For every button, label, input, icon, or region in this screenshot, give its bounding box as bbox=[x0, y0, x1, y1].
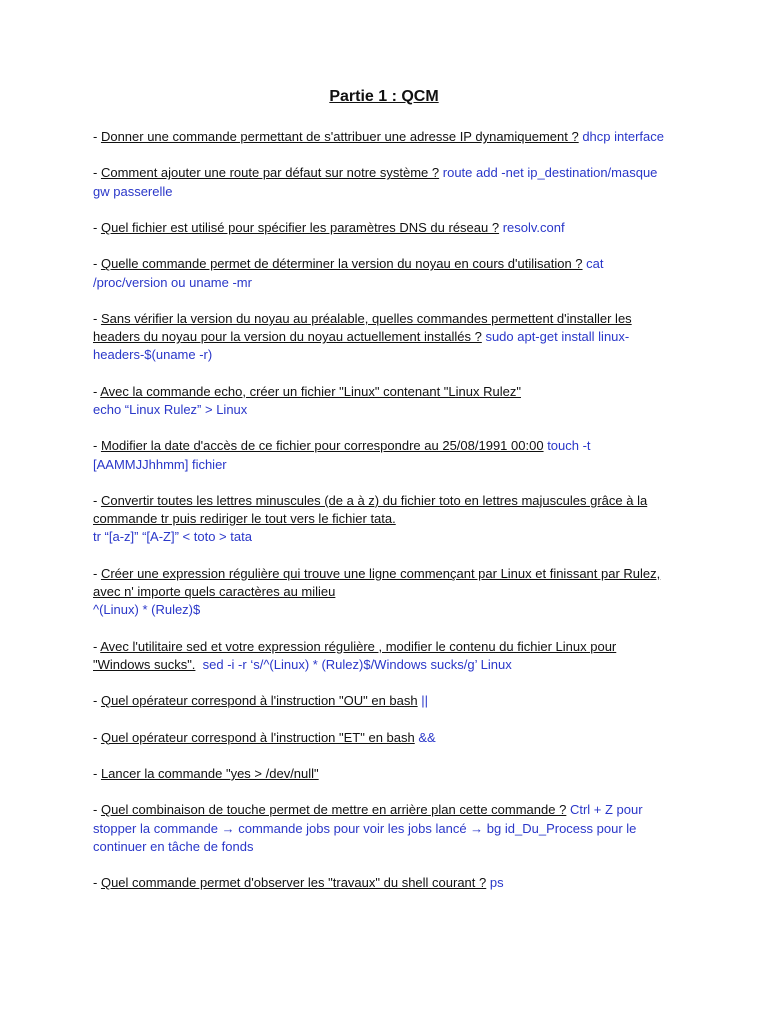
answer-text: touch -t [AAMMJJhhmm] fichier bbox=[93, 438, 591, 472]
question-text: Donner une commande permettant de s'attribuer une adresse IP dynamiquement ? bbox=[100, 129, 579, 144]
question-text: Créer une expression régulière qui trouve une ligne commençant par Linux et finissant par Rulez, avec n' importe quels caractères au milieu bbox=[93, 565, 661, 599]
question-item: - Quel opérateur correspond à l'instruction "OU" en bash || bbox=[93, 693, 429, 709]
answer-text: sed -i -r ‘s/^(Linux) * (Rulez)$/Windows sucks/g’ Linux bbox=[202, 656, 512, 672]
question-text: Quel combinaison de touche permet de mettre en arrière plan cette commande ? bbox=[100, 802, 567, 818]
question-text: Quel opérateur correspond à l'instruction "OU" en bash bbox=[100, 693, 418, 709]
question-item: - Quel opérateur correspond à l'instruction "ET" en bash && bbox=[93, 729, 436, 745]
answer-text: ps bbox=[489, 875, 504, 891]
answer-text: sudo apt-get install linux-headers-$(uname -r) bbox=[93, 329, 630, 363]
answer-text: tr “[a-z]” “[A-Z]” < toto > tata bbox=[93, 529, 252, 545]
question-text: Comment ajouter une route par défaut sur notre système ? bbox=[100, 165, 440, 181]
question-item: - Sans vérifier la version du noyau au préalable, quelles commandes permettent d'installer les headers du noyau pour la version du noyau actuellement installés ? sudo apt-get install linux-headers-$(uname -r) bbox=[93, 310, 632, 363]
answer-text: || bbox=[421, 693, 429, 709]
answer-text: ^(Linux) * (Rulez)$ bbox=[93, 602, 201, 618]
answer-text: cat /proc/version ou uname -mr bbox=[93, 256, 604, 290]
question-item: - Modifier la date d'accès de ce fichier pour correspondre au 25/08/1991 00:00 touch -t [AAMMJJhhmm] fichier bbox=[93, 438, 591, 472]
question-text: Avec l'utilitaire sed et votre expression régulière , modifier le contenu du fichier Linux pour "Windows sucks". bbox=[93, 638, 617, 672]
question-item: - Convertir toutes les lettres minuscules (de a à z) du fichier toto en lettres majuscules grâce à la commande tr puis rediriger le tout vers le fichier tata. tr “[a-z]” “[A-Z]” < toto > tata bbox=[93, 492, 648, 545]
question-text: Sans vérifier la version du noyau au préalable, quelles commandes permettent d'installer les headers du noyau pour la version du noyau actuellement installés ? bbox=[93, 310, 632, 345]
answer-text: resolv.conf bbox=[502, 219, 565, 235]
answer-text: dhcp interface bbox=[582, 129, 664, 144]
question-item: - Quel fichier est utilisé pour spécifier les paramètres DNS du réseau ? resolv.conf bbox=[93, 219, 565, 235]
answer-text: route add -net ip_destination/masque gw passerelle bbox=[93, 165, 658, 199]
answer-text: && bbox=[418, 729, 436, 745]
question-item: - Quel combinaison de touche permet de mettre en arrière plan cette commande ? Ctrl + Z pour stopper la commande → commande jobs pour voir les jobs lancé → bg id_Du_Process pour le continuer en tâche de fonds bbox=[93, 802, 643, 854]
page-title: Partie 1 : QCM bbox=[329, 88, 439, 105]
question-item: - Lancer la commande "yes > /dev/null" bbox=[93, 765, 319, 781]
question-text: Lancer la commande "yes > /dev/null" bbox=[100, 765, 319, 781]
question-item: - Quelle commande permet de déterminer la version du noyau en cours d'utilisation ? cat /proc/version ou uname -mr bbox=[93, 256, 604, 290]
question-text: Modifier la date d'accès de ce fichier pour correspondre au 25/08/1991 00:00 bbox=[100, 438, 544, 454]
question-list bbox=[93, 128, 675, 911]
question-text: Quelle commande permet de déterminer la version du noyau en cours d'utilisation ? bbox=[100, 256, 583, 272]
question-text: Quel commande permet d'observer les "travaux" du shell courant ? bbox=[100, 875, 487, 891]
question-text: Quel fichier est utilisé pour spécifier les paramètres DNS du réseau ? bbox=[100, 219, 500, 235]
question-text: Convertir toutes les lettres minuscules (de a à z) du fichier toto en lettres majuscules grâce à la commande tr puis rediriger le tout vers le fichier tata. bbox=[93, 492, 648, 527]
question-item: - Créer une expression régulière qui trouve une ligne commençant par Linux et finissant par Rulez, avec n' importe quels caractères au milieu ^(Linux) * (Rulez)$ bbox=[93, 565, 661, 618]
answer-text: Ctrl + Z pour stopper la commande → commande jobs pour voir les jobs lancé → bg id_Du_Process pour le continuer en tâche de fonds bbox=[93, 802, 643, 854]
question-item: - Comment ajouter une route par défaut sur notre système ? route add -net ip_destination/masque gw passerelle bbox=[93, 165, 658, 199]
question-text: Avec la commande echo, créer un fichier "Linux" contenant "Linux Rulez" bbox=[100, 383, 521, 399]
answer-text: echo “Linux Rulez” > Linux bbox=[93, 401, 248, 417]
question-item: - Avec l'utilitaire sed et votre expression régulière , modifier le contenu du fichier Linux pour "Windows sucks". sed -i -r ‘s/^(Linux) * (Rulez)$/Windows sucks/g’ Linux bbox=[93, 638, 617, 672]
question-item: - Quel commande permet d'observer les "travaux" du shell courant ? ps bbox=[93, 875, 504, 891]
question-text: Quel opérateur correspond à l'instruction "ET" en bash bbox=[100, 729, 415, 745]
question-item: - Avec la commande echo, créer un fichier "Linux" contenant "Linux Rulez" echo “Linux Rulez” > Linux bbox=[93, 383, 521, 417]
question-item: - Donner une commande permettant de s'attribuer une adresse IP dynamiquement ? dhcp interface bbox=[93, 129, 664, 144]
